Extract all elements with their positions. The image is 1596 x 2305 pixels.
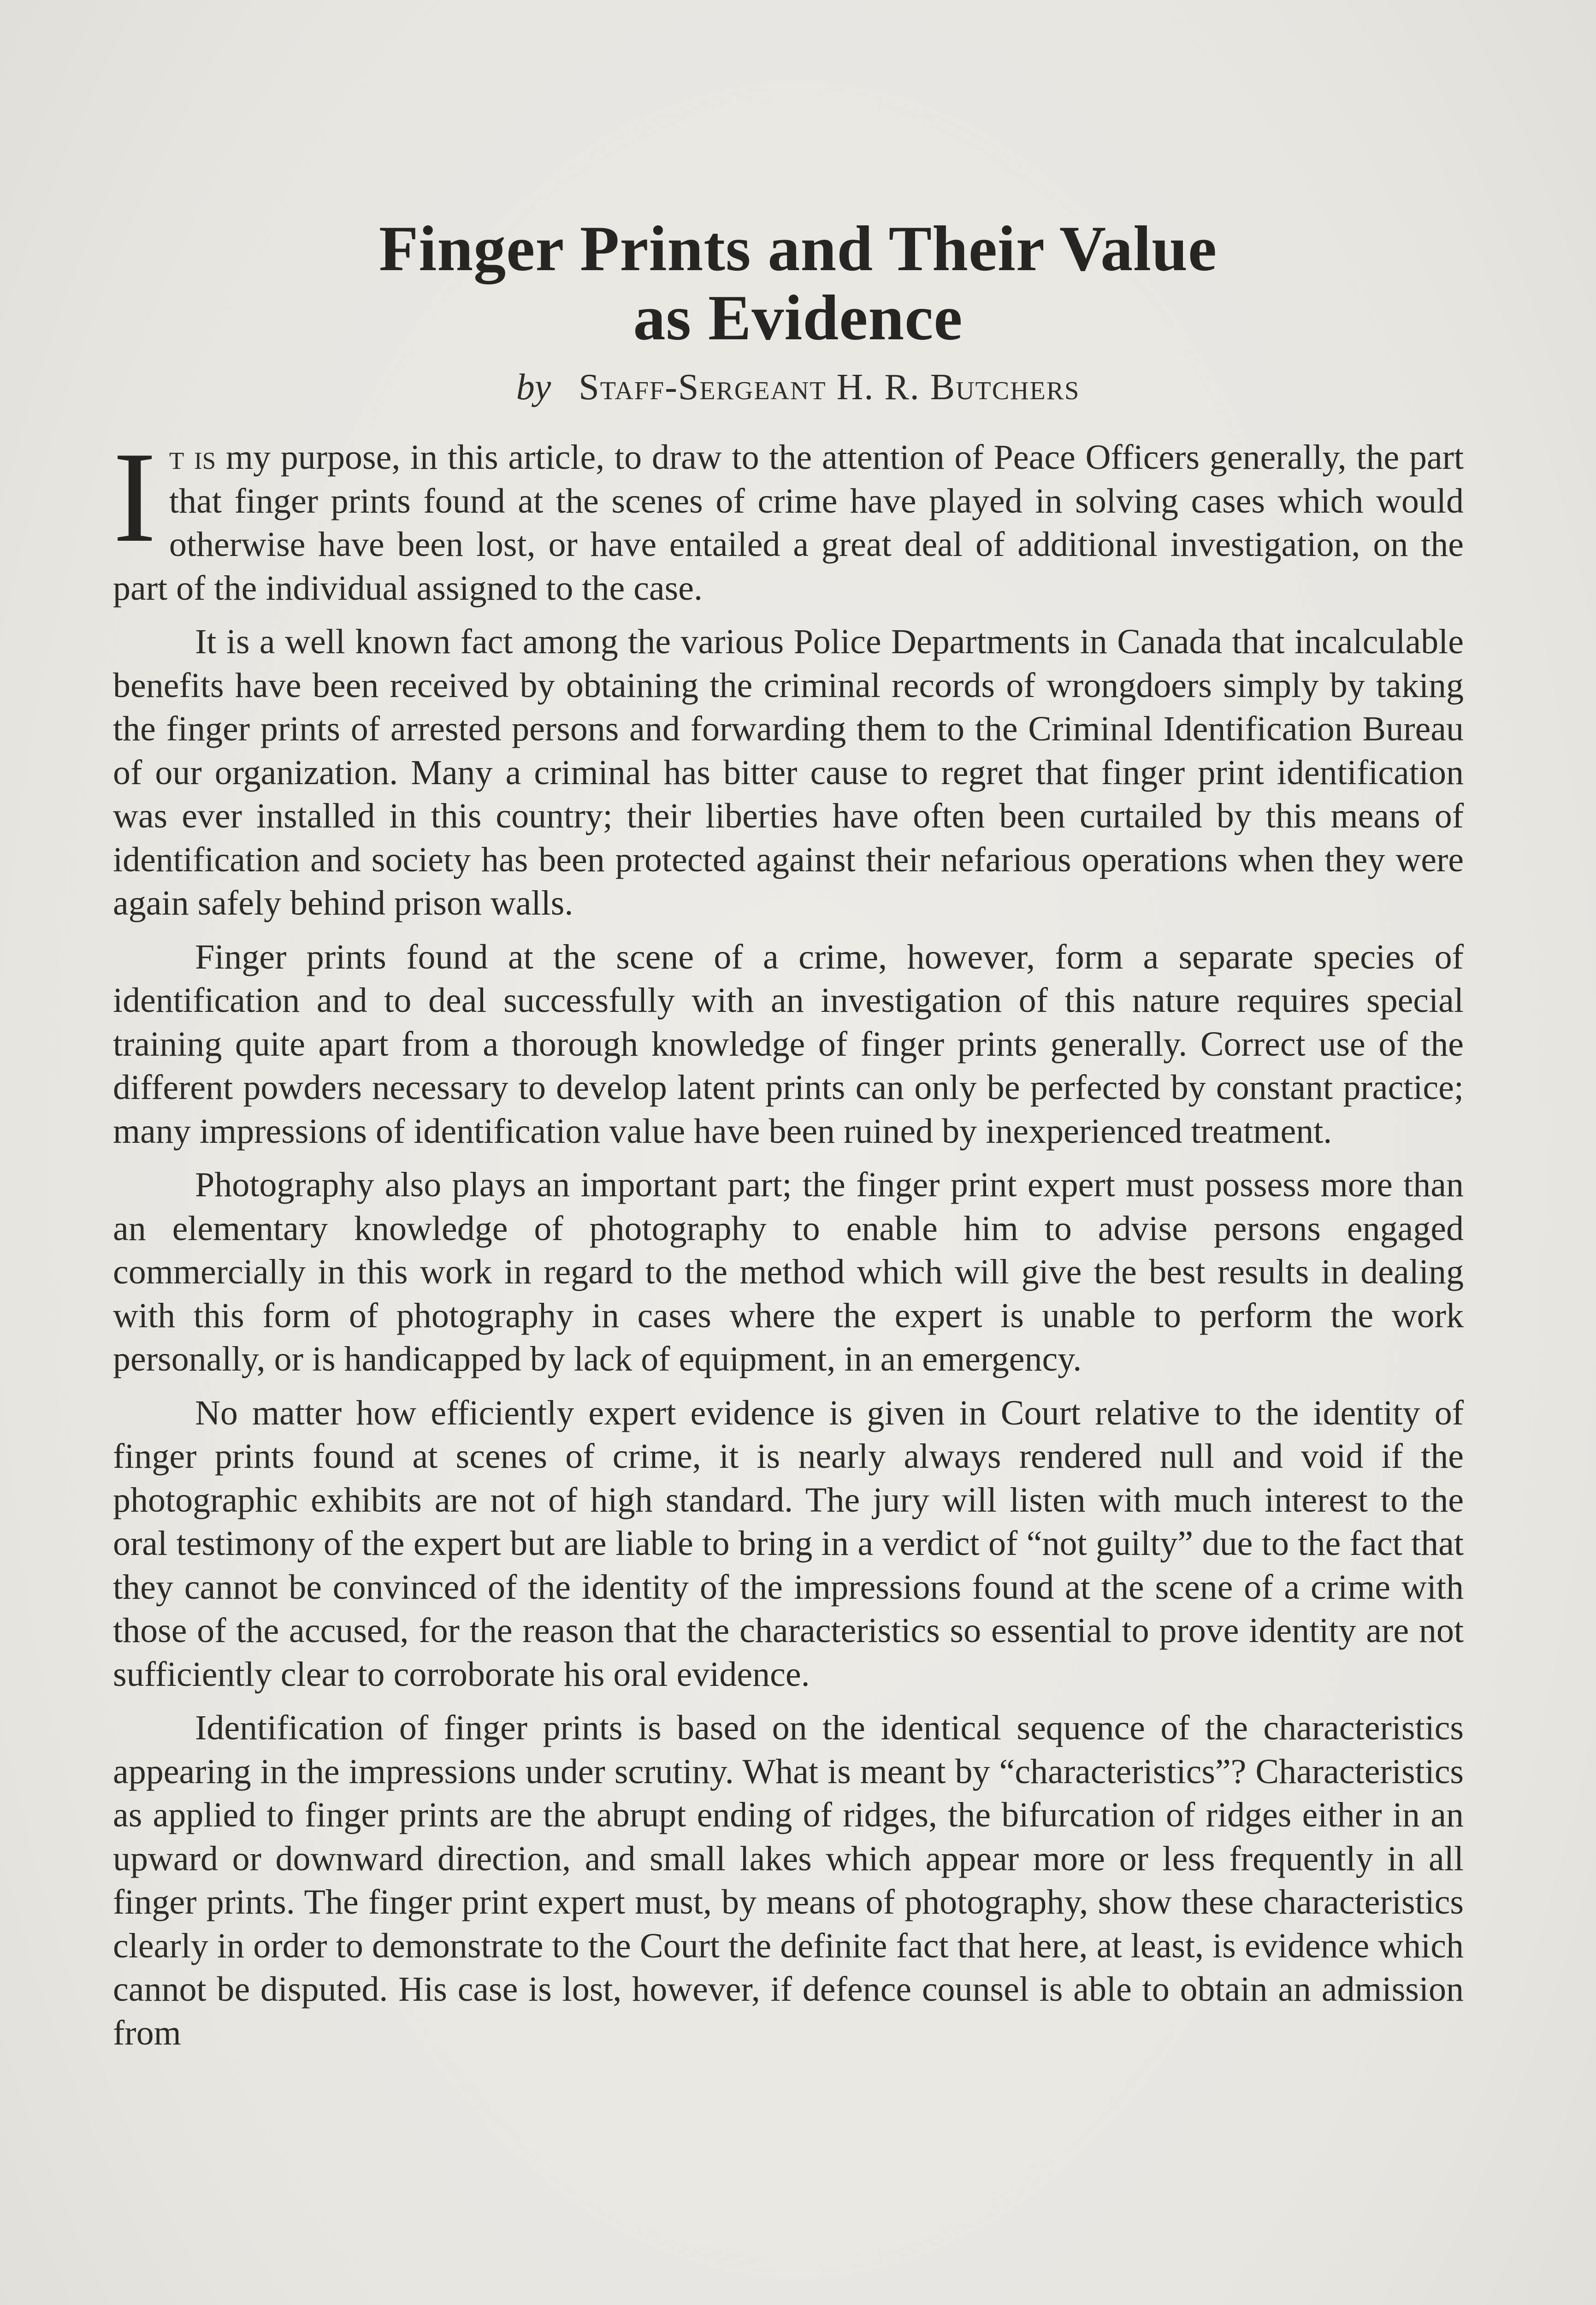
first-words: t is [169, 438, 216, 477]
article-body [113, 425, 1464, 2065]
byline-author: Staff-Sergeant H. R. Butchers [579, 367, 1080, 408]
byline [0, 366, 1596, 408]
paragraph-1-text: my purpose, in this article, to draw to the attention of Peace Officers generally, the part that finger prints found at the scenes of crime have played in solving cases which would otherwise have been lost, or have entailed a great deal of additional investigation, on the part of the individual assigned to the case. [113, 438, 1464, 608]
paragraph-5: No matter how efficiently expert evidence is given in Court relative to the identity of finger prints found at scenes of crime, it is nearly always rendered null and void if the photographic exhibits are not of high standard. The jury will listen with much interest to the oral testimony of the expert but are liable to bring in a verdict of “not guilty” due to the fact that they cannot be convinced of the identity of the impressions found at the scene of a crime with those of the accused, for the reason that the characteristics so essential to prove identity are not sufficiently clear to corroborate his oral evidence. [113, 1393, 1464, 1694]
paragraph-6: Identification of finger prints is based on the identical sequence of the characteristics appearing in the impressions under scrutiny. What is meant by “characteristics”? Characteristics as applied to finger prints are the abrupt ending of ridges, the bifurcation of ridges either in an upward or downward direction, and small lakes which appear more or less frequently in all finger prints. The finger print expert must, by means of photography, show these characteristics clearly in order to demonstrate to the Court the definite fact that here, at least, is evidence which cannot be disputed. His case is lost, however, if defence counsel is able to obtain an admission from [113, 1708, 1464, 2052]
article-title-line-1: Finger Prints and Their Value [378, 213, 1218, 284]
paragraph-2: It is a well known fact among the various Police Departments in Canada that incalculable benefits have been received by obtaining the criminal records of wrongdoers simply by taking the finger prints of arrested persons and forwarding them to the Criminal Identification Bureau of our organization. Many a criminal has bitter cause to regret that finger print identification was ever installed in this country; their liberties have often been curtailed by this means of identification and society has been protected against their nefarious operations when they were again safely behind prison walls. [113, 622, 1464, 922]
article-title-line-2: as Evidence [633, 282, 963, 354]
paragraph-3: Finger prints found at the scene of a crime, however, form a separate species of identification and to deal successfully with an investigation of this nature requires special training quite apart from a thorough knowledge of finger prints generally. Correct use of the different powders necessary to develop latent prints can only be perfected by constant practice; many impressions of identification value have been ruined by inexperienced treatment. [113, 937, 1464, 1151]
drop-cap: I [113, 425, 156, 569]
paragraph-1 [113, 425, 1464, 610]
byline-space [560, 367, 569, 408]
paragraph-4: Photography also plays an important part; the finger print expert must possess more than an elementary knowledge of photography to enable him to advise persons engaged commercially in this work in regard to the method which will give the best results in dealing with this form of photography in cases where the expert is unable to perform the work personally, or is handicapped by lack of equipment, in an emergency. [113, 1165, 1464, 1378]
byline-by: by [516, 367, 551, 408]
